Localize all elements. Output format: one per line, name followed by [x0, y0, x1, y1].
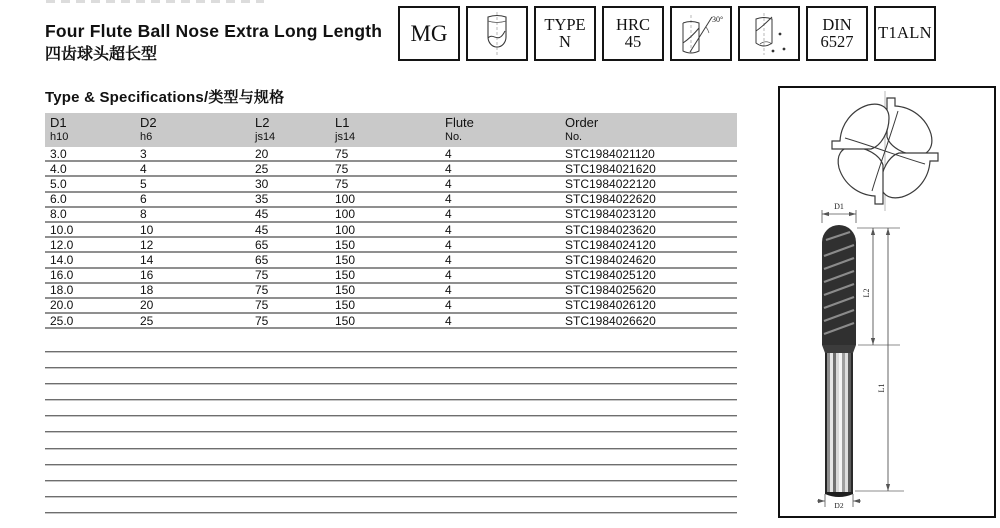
- table-cell-flute: 4: [445, 161, 452, 176]
- table-cell-l1: 100: [335, 222, 356, 237]
- table-cell-l1: 150: [335, 268, 356, 283]
- badge-type-line2: N: [559, 31, 571, 51]
- table-row: [45, 284, 737, 299]
- badge-coating: [874, 6, 936, 61]
- table-row: [45, 223, 737, 238]
- badge-hardness-line2: 45: [624, 31, 642, 51]
- table-cell-order-no: STC1984025620: [565, 283, 656, 298]
- blank-ruled-line: [45, 383, 737, 385]
- table-cell-d1: 3.0: [50, 146, 67, 161]
- cropped-header-remnant: [46, 0, 264, 3]
- table-cell-l2: 35: [255, 192, 269, 207]
- table-cell-d1: 6.0: [50, 192, 67, 207]
- blank-ruled-line: [45, 415, 737, 417]
- table-cell-l2: 75: [255, 283, 269, 298]
- table-row: [45, 208, 737, 223]
- table-cell-d1: 20.0: [50, 298, 74, 313]
- table-cell-d1: 16.0: [50, 268, 74, 283]
- table-cell-flute: 4: [445, 298, 452, 313]
- table-cell-flute: 4: [445, 192, 452, 207]
- table-cell-d2: 25: [140, 313, 154, 328]
- technical-drawing-panel: [778, 86, 996, 518]
- table-cell-order-no: STC1984021620: [565, 161, 656, 176]
- table-cell-d2: 6: [140, 192, 147, 207]
- table-cell-order-no: STC1984023620: [565, 222, 656, 237]
- certification-badge-row: [398, 6, 936, 61]
- table-row: [45, 177, 737, 192]
- table-cell-l1: 75: [335, 161, 349, 176]
- badge-type-line1: TYPE: [544, 14, 586, 34]
- helix-angle-icon: [676, 11, 726, 57]
- table-header: [45, 113, 737, 147]
- blank-ruled-line: [45, 512, 737, 514]
- blank-ruled-line: [45, 480, 737, 482]
- column-header-l2: L2 js14: [255, 115, 276, 143]
- table-cell-l1: 150: [335, 252, 356, 267]
- table-cell-d2: 8: [140, 207, 147, 222]
- badge-din-standard: [806, 6, 868, 61]
- table-body: [45, 147, 737, 329]
- table-cell-d2: 18: [140, 283, 154, 298]
- blank-ruled-line: [45, 351, 737, 353]
- page-title-english: Four Flute Ball Nose Extra Long Length: [45, 21, 383, 41]
- dimension-d1: [822, 210, 856, 223]
- extension-lines: [855, 228, 904, 491]
- badge-din-line1: DIN: [822, 14, 852, 34]
- spec-table: [45, 113, 737, 329]
- table-cell-flute: 4: [445, 252, 452, 267]
- table-cell-l2: 65: [255, 237, 269, 252]
- table-cell-d2: 16: [140, 268, 154, 283]
- table-cell-d2: 4: [140, 161, 147, 176]
- table-cell-order-no: STC1984023120: [565, 207, 656, 222]
- table-cell-l2: 75: [255, 268, 269, 283]
- page-title-chinese: 四齿球头超长型: [45, 46, 158, 63]
- blank-ruled-lines: [45, 351, 737, 528]
- table-row: [45, 238, 737, 253]
- table-cell-d1: 4.0: [50, 161, 67, 176]
- table-cell-d1: 12.0: [50, 237, 74, 252]
- blank-ruled-line: [45, 367, 737, 369]
- table-cell-d2: 10: [140, 222, 154, 237]
- badge-coating-label: T1ALN: [878, 23, 932, 43]
- table-cell-order-no: STC1984024120: [565, 237, 656, 252]
- label-l2: L2: [862, 288, 871, 298]
- table-row: [45, 162, 737, 177]
- end-view-cross-section: [832, 91, 938, 211]
- badge-center-cutting: [738, 6, 800, 61]
- table-cell-order-no: STC1984021120: [565, 146, 655, 161]
- table-cell-d2: 20: [140, 298, 154, 313]
- flute-shank-transition: [822, 345, 856, 353]
- table-cell-order-no: STC1984025120: [565, 268, 656, 283]
- column-header-flute: Flute No.: [445, 115, 474, 143]
- shank-section: [825, 353, 853, 497]
- center-cutting-icon: [746, 11, 792, 57]
- table-cell-order-no: STC1984022620: [565, 192, 656, 207]
- badge-material-grade: [398, 6, 460, 61]
- table-row: [45, 299, 737, 314]
- table-cell-l1: 100: [335, 192, 356, 207]
- table-cell-l2: 30: [255, 176, 269, 191]
- label-d1: D1: [834, 202, 844, 211]
- badge-type: [534, 6, 596, 61]
- blank-ruled-line: [45, 464, 737, 466]
- table-cell-l2: 20: [255, 146, 269, 161]
- table-row: [45, 147, 737, 162]
- table-cell-l2: 45: [255, 222, 269, 237]
- table-cell-l2: 25: [255, 161, 269, 176]
- table-cell-d1: 25.0: [50, 313, 74, 328]
- table-row: [45, 253, 737, 268]
- column-header-d1: D1 h10: [50, 115, 69, 143]
- blank-ruled-line: [45, 448, 737, 450]
- column-header-order: Order No.: [565, 115, 599, 143]
- badge-hardness: [602, 6, 664, 61]
- table-cell-order-no: STC1984026120: [565, 298, 656, 313]
- table-cell-l1: 75: [335, 146, 349, 161]
- section-heading: Type & Specifications/类型与规格: [45, 89, 285, 106]
- blank-ruled-line: [45, 399, 737, 401]
- table-cell-order-no: STC1984026620: [565, 313, 656, 328]
- table-row: [45, 193, 737, 208]
- table-cell-d2: 5: [140, 176, 147, 191]
- table-cell-flute: 4: [445, 222, 452, 237]
- column-header-l1: L1 js14: [335, 115, 356, 143]
- table-cell-d1: 5.0: [50, 176, 67, 191]
- table-cell-l2: 75: [255, 298, 269, 313]
- table-cell-l2: 65: [255, 252, 269, 267]
- table-cell-flute: 4: [445, 146, 452, 161]
- table-cell-d2: 12: [140, 237, 154, 252]
- label-d2: D2: [834, 501, 844, 510]
- table-cell-d1: 18.0: [50, 283, 74, 298]
- table-cell-d1: 10.0: [50, 222, 74, 237]
- table-cell-l1: 150: [335, 237, 356, 252]
- table-cell-l1: 150: [335, 298, 356, 313]
- end-mill-technical-drawing: [780, 88, 994, 516]
- table-cell-l1: 100: [335, 207, 356, 222]
- table-cell-l1: 75: [335, 176, 349, 191]
- table-row: [45, 269, 737, 284]
- table-cell-flute: 4: [445, 176, 452, 191]
- table-cell-l1: 150: [335, 313, 356, 328]
- label-l1: L1: [877, 383, 886, 393]
- badge-hardness-line1: HRC: [616, 14, 650, 34]
- blank-ruled-line: [45, 496, 737, 498]
- table-cell-order-no: STC1984022120: [565, 176, 656, 191]
- table-cell-flute: 4: [445, 283, 452, 298]
- table-cell-l1: 150: [335, 283, 356, 298]
- table-cell-d2: 14: [140, 252, 154, 267]
- table-cell-flute: 4: [445, 207, 452, 222]
- table-cell-l2: 75: [255, 313, 269, 328]
- helix-angle-value: 30°: [712, 14, 724, 24]
- badge-din-line2: 6527: [820, 31, 854, 51]
- table-cell-flute: 4: [445, 313, 452, 328]
- table-cell-flute: 4: [445, 268, 452, 283]
- table-cell-d1: 14.0: [50, 252, 74, 267]
- table-row: [45, 314, 737, 329]
- badge-ball-nose: [466, 6, 528, 61]
- table-cell-order-no: STC1984024620: [565, 252, 656, 267]
- table-cell-d1: 8.0: [50, 207, 67, 222]
- badge-helix-angle: [670, 6, 732, 61]
- table-cell-l2: 45: [255, 207, 269, 222]
- table-cell-flute: 4: [445, 237, 452, 252]
- badge-material-grade-label: MG: [410, 20, 448, 46]
- ball-nose-profile-icon: [475, 11, 519, 57]
- blank-ruled-line: [45, 431, 737, 433]
- column-header-d2: D2 h6: [140, 115, 157, 143]
- table-cell-d2: 3: [140, 146, 147, 161]
